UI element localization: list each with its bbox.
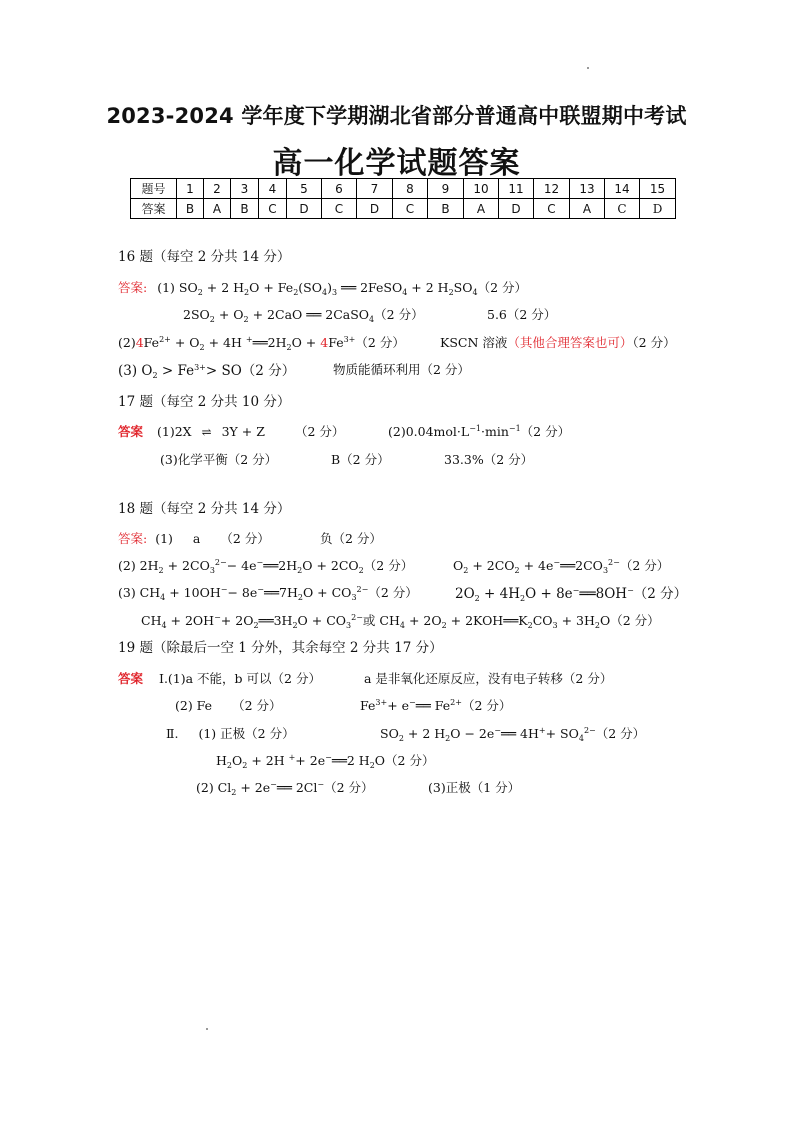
superscript: − <box>572 586 580 595</box>
subscript: 2 <box>209 315 215 324</box>
table-cell: 11 <box>499 179 534 199</box>
row-label: 答案 <box>131 199 177 219</box>
q17-answer-percent: 33.3%（2 分） <box>444 452 534 467</box>
table-cell: D <box>287 199 322 219</box>
subscript: 2 <box>369 761 375 770</box>
equation-text: + O <box>170 335 200 350</box>
answer-text: Ⅰ.(1)a 不能，b 可以（2 分） <box>159 671 321 686</box>
q18-answer-line-2b <box>453 556 669 574</box>
equation-text: (2)0.04mol·L <box>388 424 470 439</box>
equation-text: ══7H <box>263 585 298 600</box>
score-text: （2 分） <box>232 698 282 713</box>
superscript: − <box>409 698 416 707</box>
table-cell: 9 <box>428 179 464 199</box>
subscript: 3 <box>331 288 338 297</box>
score-text: （2 分） <box>461 698 512 713</box>
subscript: 2 <box>441 621 447 630</box>
table-cell: 1 <box>177 179 204 199</box>
subscript: 2 <box>286 343 292 352</box>
superscript: − <box>317 780 325 789</box>
answer-text: Ⅱ. <box>166 726 179 741</box>
equation-text: ══ 4H <box>500 726 539 741</box>
equation-text: Fe <box>328 335 344 350</box>
subscript: 2 <box>243 315 249 324</box>
answer-label: 答案: <box>118 280 148 295</box>
equation-text: O + CO <box>297 613 347 628</box>
speck <box>206 1028 208 1030</box>
equation-text: + SO <box>545 726 579 741</box>
equation-text: O − 2e <box>450 726 495 741</box>
document-title: 高一化学试题答案 <box>272 146 521 181</box>
table-cell: 8 <box>393 179 428 199</box>
q18-answer-line-3b <box>455 582 687 602</box>
score-text: （2 分） <box>619 558 670 573</box>
table-cell: 6 <box>322 179 357 199</box>
equation-text: ══ 2Cl <box>276 780 318 795</box>
table-cell: 14 <box>605 179 640 199</box>
q16-answer-line-2 <box>183 305 424 323</box>
table-cell: 15 <box>640 179 676 199</box>
equation-text: + 4H <box>204 335 246 350</box>
equation-text: 3Y + Z <box>221 424 265 439</box>
table-cell: 7 <box>357 179 393 199</box>
equation-text: ══ Fe <box>415 698 451 713</box>
equation-text: + 2 H <box>202 280 245 295</box>
table-cell: 10 <box>464 179 499 199</box>
q18-answer-line-1 <box>118 529 270 547</box>
q19-answer-line-3 <box>166 724 295 742</box>
subscript: 2 <box>474 594 480 603</box>
superscript: −1 <box>469 424 481 433</box>
equation-text: O + 8e <box>525 586 573 602</box>
q18-answer-line-3 <box>118 583 418 601</box>
superscript: 2+ <box>159 335 171 344</box>
superscript: − <box>270 780 277 789</box>
coefficient: 4 <box>320 335 329 350</box>
superscript: − <box>494 726 501 735</box>
table-cell: B <box>231 199 259 219</box>
q19-answer-line-5 <box>196 778 374 796</box>
q16-answer-line-1 <box>118 278 527 296</box>
equation-text: SO <box>380 726 399 741</box>
subscript: 2 <box>445 734 451 743</box>
equation-text: ) <box>327 280 332 295</box>
equation-text: + 4H <box>479 586 521 602</box>
subscript: 2 <box>244 288 250 297</box>
equation-text: ·min <box>481 424 509 439</box>
subscript: 2 <box>231 788 237 797</box>
equation-text: ══2H <box>263 558 298 573</box>
equation-text: Fe <box>360 698 376 713</box>
exam-title: 2023-2024 学年度下学期湖北省部分普通高中联盟期中考试 <box>106 104 687 128</box>
score-text: （2 分） <box>324 780 374 795</box>
equation-text: + 2O <box>404 613 442 628</box>
equation-text: + 2OH <box>166 613 215 628</box>
table-row-answers <box>131 199 676 219</box>
table-cell: D <box>499 199 534 219</box>
subscript: 2 <box>152 371 158 380</box>
superscript: − <box>256 558 264 567</box>
score-text: （2 分） <box>520 424 571 439</box>
subscript: 3 <box>552 621 558 630</box>
equation-text: 2SO <box>183 307 210 322</box>
equation-text: ══ 2FeSO <box>337 280 403 295</box>
score-text: （2 分） <box>633 586 688 602</box>
superscript: 2+ <box>450 698 462 707</box>
answer-text: (1) 正极（2 分） <box>198 726 295 741</box>
answer-table <box>130 178 676 219</box>
table-cell: 12 <box>534 179 570 199</box>
score-text: （2 分） <box>220 531 270 546</box>
q16-header: 16 题（每空 2 分共 14 分） <box>118 249 291 265</box>
coefficient: 4 <box>135 335 144 350</box>
score-text: O（2 分） <box>599 613 660 628</box>
q16-answer-ph: 5.6（2 分） <box>487 307 557 322</box>
score-text: （2 分） <box>374 307 424 322</box>
subscript: 4 <box>402 288 408 297</box>
equation-text: O + <box>291 335 321 350</box>
superscript: − <box>214 613 221 622</box>
answer-label: 答案 <box>118 424 144 439</box>
equation-text: ══2CO <box>560 558 603 573</box>
superscript: − <box>220 585 228 594</box>
subscript: 4 <box>578 734 584 743</box>
equation-text: + 2 H <box>407 280 449 295</box>
superscript: 3+ <box>194 363 206 372</box>
equation-text: H <box>216 753 227 768</box>
subscript: 2 <box>520 594 526 603</box>
equation-text: O + Fe <box>249 280 294 295</box>
row-label: 题号 <box>131 179 177 199</box>
q17-score-1: （2 分） <box>295 424 345 439</box>
equation-text: (3) O <box>118 363 153 379</box>
equation-text: (1)2X <box>157 424 192 439</box>
equation-text: + 2H <box>247 753 289 768</box>
equation-text: 2O <box>455 586 475 602</box>
equation-text: SO <box>453 280 473 295</box>
q18-answer-line-2 <box>118 556 413 574</box>
subscript: 2 <box>292 621 298 630</box>
equilibrium-arrow-icon: ⇌ <box>201 425 212 439</box>
subscript: 2 <box>527 621 533 630</box>
equation-text: ══2H <box>252 335 287 350</box>
equation-text: > Fe <box>157 363 195 379</box>
q19-header: 19 题（除最后一空 1 分外，其余每空 2 分共 17 分） <box>118 640 443 656</box>
score-text: （2 分） <box>595 726 646 741</box>
subscript: 2 <box>226 761 232 770</box>
superscript: + <box>288 753 296 762</box>
equation-text: > SO（2 分） <box>205 363 296 379</box>
table-cell: 13 <box>570 179 605 199</box>
equation-text: CO <box>532 613 553 628</box>
q18-answer-line-4 <box>141 611 660 629</box>
equation-text: ══2 H <box>331 753 370 768</box>
table-row-numbers <box>131 179 676 199</box>
q17-answer-choice: B（2 分） <box>331 452 390 467</box>
superscript: 2− <box>214 558 227 567</box>
table-cell: A <box>204 199 231 219</box>
superscript: + <box>538 726 546 735</box>
equation-text: O + CO <box>302 585 352 600</box>
speck <box>587 67 589 69</box>
q17-answer-line-1 <box>118 422 265 440</box>
equation-text: 或 CH <box>362 613 400 628</box>
subscript: 2 <box>297 566 303 575</box>
table-cell: B <box>428 199 464 219</box>
equation-text: + 2CO <box>468 558 515 573</box>
q17-answer-rate <box>388 422 570 440</box>
equation-text: Fe <box>143 335 160 350</box>
score-text: （2 分） <box>363 558 414 573</box>
subscript: 2 <box>293 288 299 297</box>
q19-answer-reason: a 是非氧化还原反应，没有电子转移（2 分） <box>364 671 613 686</box>
q18-answer-negative: 负（2 分） <box>320 531 382 546</box>
subscript: 4 <box>399 621 405 630</box>
equation-text: + 2e <box>295 753 326 768</box>
score-text: （2 分） <box>355 335 405 350</box>
equation-text: + 2CO <box>163 558 210 573</box>
q19-answer-line-1 <box>118 669 321 687</box>
subscript: 2 <box>242 761 248 770</box>
subscript: 3 <box>209 566 215 575</box>
equation-text: + 2O <box>220 613 254 628</box>
equation-text: (SO <box>298 280 322 295</box>
superscript: 3+ <box>375 698 388 707</box>
score-text: （2 分） <box>632 335 676 350</box>
q19-answer-line-2b <box>360 696 511 714</box>
q18-header: 18 题（每空 2 分共 14 分） <box>118 501 291 517</box>
superscript: 2− <box>583 726 596 735</box>
equation-text: O <box>232 753 243 768</box>
equation-text: O <box>453 558 464 573</box>
subscript: 2 <box>594 621 600 630</box>
q16-answer-reason: 物质能循环利用（2 分） <box>333 362 470 377</box>
table-cell: C <box>322 199 357 219</box>
superscript: 2− <box>608 558 620 567</box>
q19-answer-line-2 <box>175 696 282 714</box>
subscript: 2 <box>253 621 259 630</box>
subscript: 4 <box>161 621 167 630</box>
equation-text: O + 2CO <box>302 558 359 573</box>
q16-answer-reagent <box>440 333 676 351</box>
superscript: 2− <box>351 613 363 622</box>
superscript: − <box>325 753 332 762</box>
subscript: 2 <box>463 566 469 575</box>
superscript: − <box>257 585 264 594</box>
answer-text: a <box>192 531 201 546</box>
q16-answer-line-3 <box>118 333 405 351</box>
answer-text: (2) Fe <box>175 698 213 713</box>
equation-text: − 4e <box>226 558 257 573</box>
subscript: 4 <box>472 288 478 297</box>
superscript: 3+ <box>343 335 356 344</box>
equation-text: − 8e <box>227 585 258 600</box>
equation-text: + 3H <box>557 613 595 628</box>
table-cell: C <box>259 199 287 219</box>
equation-text: (2) <box>118 335 136 350</box>
q19-answer-line-3b <box>380 724 645 742</box>
subscript: 4 <box>160 593 166 602</box>
superscript: − <box>627 586 634 595</box>
table-cell: A <box>570 199 605 219</box>
table-cell: B <box>177 199 204 219</box>
score-text: O（2 分） <box>374 753 435 768</box>
table-cell: 5 <box>287 179 322 199</box>
subscript: 2 <box>197 288 203 297</box>
equation-text: + 10OH <box>165 585 221 600</box>
equation-text: + 2 H <box>403 726 446 741</box>
superscript: 2− <box>356 585 369 594</box>
q19-answer-positive: (3)正极（1 分） <box>428 780 521 795</box>
answer-label: 答案 <box>118 671 144 686</box>
superscript: − <box>553 558 561 567</box>
table-cell: 4 <box>259 179 287 199</box>
equation-text: (1) SO <box>157 280 198 295</box>
equation-text: + 2KOH══K <box>446 613 528 628</box>
table-cell: C <box>393 199 428 219</box>
subscript: 2 <box>158 566 164 575</box>
subscript: 2 <box>297 593 303 602</box>
subscript: 2 <box>199 343 205 352</box>
q16-answer-line-4 <box>118 359 295 379</box>
equation-text: + O <box>214 307 244 322</box>
subscript: 2 <box>514 566 520 575</box>
table-cell: C <box>534 199 570 219</box>
equation-text: (2) Cl <box>196 780 232 795</box>
table-cell: 2 <box>204 179 231 199</box>
subscript: 3 <box>351 593 357 602</box>
subscript: 3 <box>602 566 609 575</box>
q19-answer-line-4 <box>216 751 434 769</box>
equation-text: + 4e <box>519 558 554 573</box>
equation-text: + 2e <box>236 780 271 795</box>
table-cell: D <box>357 199 393 219</box>
table-cell: 3 <box>231 179 259 199</box>
subscript: 4 <box>369 315 375 324</box>
score-text: （2 分） <box>477 280 528 295</box>
equation-text: (3) CH <box>118 585 161 600</box>
equation-text: + 2CaO ══ 2CaSO <box>248 307 370 322</box>
subscript: 2 <box>398 734 404 743</box>
q17-header: 17 题（每空 2 分共 10 分） <box>118 394 291 410</box>
subscript: 4 <box>322 288 328 297</box>
superscript: −1 <box>508 424 521 433</box>
equation-text: (2) 2H <box>118 558 159 573</box>
q17-answer-3: (3)化学平衡（2 分） <box>160 452 278 467</box>
equation-text: ══3H <box>258 613 293 628</box>
answer-note: （其他合理答案也可） <box>507 335 633 350</box>
equation-text: CH <box>141 613 162 628</box>
table-cell: D <box>640 199 676 219</box>
subscript: 2 <box>358 566 364 575</box>
answer-text: KSCN 溶液 <box>440 335 508 350</box>
table-cell: A <box>464 199 499 219</box>
subscript: 3 <box>346 621 352 630</box>
superscript: + <box>245 335 253 344</box>
answer-label: 答案: <box>118 531 148 546</box>
answer-text: (1) <box>155 531 173 546</box>
equation-text: ══8OH <box>579 586 628 602</box>
subscript: 2 <box>448 288 454 297</box>
table-cell: C <box>605 199 640 219</box>
score-text: （2 分） <box>368 585 418 600</box>
equation-text: + e <box>387 698 410 713</box>
